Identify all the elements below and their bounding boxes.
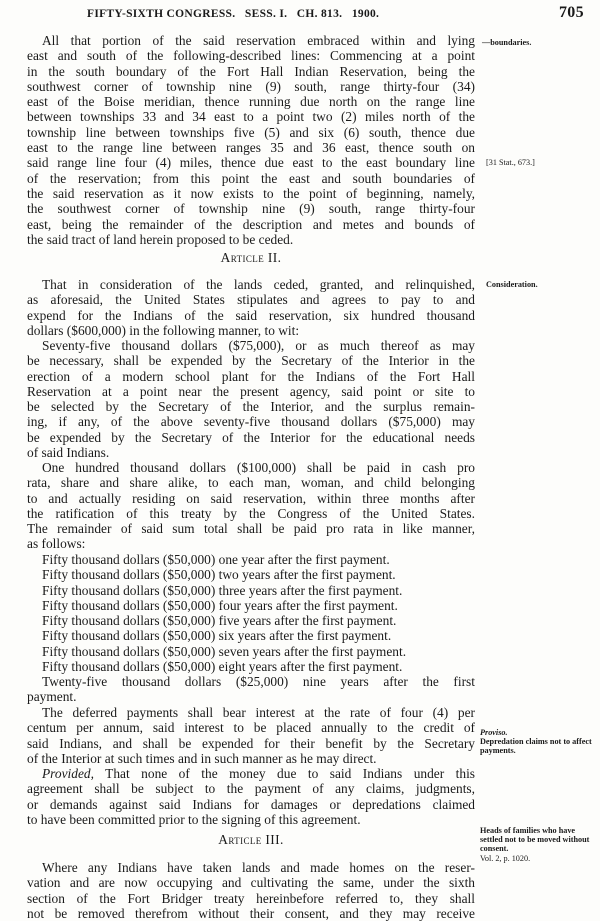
text-line: be selected by the Secretary of the Interior, and the surplus remain- — [27, 399, 475, 415]
text-line: the said reservation as it now exists to the point of beginning, namely, — [27, 185, 475, 201]
text-line: the ratification of this treaty by the Congress of the United States. — [27, 505, 475, 521]
text-line: between townships 33 and 34 east to a point two (2) miles north of the — [27, 109, 475, 125]
text-line: not be removed therefrom without their consent, and they may receive — [27, 905, 475, 921]
margin-note-consideration: Consideration. — [486, 280, 538, 289]
text-line: southwest corner of township nine (9) south, range thirty-four (34) — [27, 78, 475, 94]
schedule-item-final: Twenty-five thousand dollars ($25,000) nine years after the first — [42, 674, 475, 689]
page-number: 705 — [559, 4, 584, 21]
text-line: be expended by the Secretary of the Interior for the educational needs — [27, 429, 475, 445]
text-line: the southwest corner of township nine (9) south, range thirty-four — [27, 201, 475, 217]
schedule-item: Fifty thousand dollars ($50,000) eight years after the first payment. — [42, 659, 403, 675]
text-line: Seventy-five thousand dollars ($75,000), or as much thereof as may — [42, 338, 475, 353]
text-line: in the south boundary of the Fort Hall Indian Reservation, being the — [27, 63, 475, 79]
article-3-title: Article III. — [218, 832, 284, 847]
text-line: said range line four (4) miles, thence due east to the east boundary line — [27, 155, 475, 171]
text-line: of said Indians. — [27, 445, 110, 461]
text-line: or demands against said Indians for damages or depredations claimed — [27, 796, 475, 812]
heads-text: Heads of families who have settled not to be moved without consent. — [480, 826, 590, 854]
text-line: agreement shall be subject to the payment of any claims, judgments, — [27, 781, 475, 797]
text-line — [27, 766, 475, 781]
paragraph-settled-indians — [27, 860, 475, 921]
margin-note-proviso — [480, 728, 598, 756]
text-line: Where any Indians have taken lands and made homes on the reser- — [42, 860, 475, 875]
paragraph-school-plant — [27, 338, 475, 460]
text-line: of the Interior at such times and in such manner as he may direct. — [27, 750, 377, 766]
text-line: The deferred payments shall bear interest at the rate of four (4) per — [42, 705, 475, 720]
text-line: section of the Fort Bridger treaty hereinbefore referred to, they shall — [27, 890, 475, 906]
text-line: vation and are now occupying and cultivating the same, under the sixth — [27, 875, 475, 891]
margin-note-heads-of-families — [480, 826, 598, 863]
text-line: ing, if any, of the above seventy-five thousand dollars ($75,000) may — [27, 414, 475, 430]
margin-note-boundaries: —boundaries. — [482, 38, 532, 47]
text-line: east, being the remainder of the description and metes and bounds of — [27, 216, 475, 232]
article-2-title: Article II. — [220, 250, 282, 265]
text-line: as aforesaid, the United States stipulates and agrees to pay to and — [27, 292, 475, 308]
heads-ref: Vol. 2, p. 1020. — [480, 853, 531, 863]
proviso-text: Depredation claims not to affect payments. — [480, 737, 592, 756]
schedule-item: Fifty thousand dollars ($50,000) three years after the first payment. — [42, 582, 403, 598]
paragraph-interest — [27, 705, 475, 766]
text-line: east and south of the following-described lines: Commencing at a point — [27, 48, 475, 64]
proviso-lead: Provided, — [42, 766, 94, 781]
payment-schedule-final — [27, 674, 475, 705]
text-line: the said tract of land herein proposed to be ceded. — [27, 231, 294, 247]
schedule-item: Fifty thousand dollars ($50,000) five years after the first payment. — [42, 613, 397, 629]
text-line: Reservation at a point near the present agency, said point or site to — [27, 383, 475, 399]
text-line: be necessary, shall be expended by the Secretary of the Interior in the — [27, 353, 475, 369]
schedule-item: Fifty thousand dollars ($50,000) seven years after the first payment. — [42, 643, 407, 659]
text-line: erection of a modern school plant for the Indians of the Fort Hall — [27, 368, 475, 384]
text-line: as follows: — [27, 536, 86, 552]
paragraph-boundaries — [27, 33, 475, 247]
text-line: expend for the Indians of the said reservation, six hundred thousand — [27, 307, 475, 323]
text-line: township line between townships five (5) and six (6) south, thence due — [27, 124, 475, 140]
text-line: east to the range line between ranges 35 and 36 east, thence south on — [27, 140, 475, 156]
paragraph-cash-payment — [27, 460, 475, 552]
running-title: FIFTY-SIXTH CONGRESS. SESS. I. CH. 813. 1900. — [87, 8, 380, 20]
paragraph-consideration — [27, 277, 475, 338]
text-line: said Indians, and shall be expended for their benefit by the Secretary — [27, 735, 475, 751]
text-line: to and actually residing on said reservation, within three months after — [27, 490, 475, 506]
schedule-item: Fifty thousand dollars ($50,000) four years after the first payment. — [42, 597, 398, 613]
text-line: east of the Boise meridian, thence running due north on the range line — [27, 94, 475, 110]
text-line: to have been committed prior to the signing of this agreement. — [27, 811, 361, 827]
margin-note-stat-ref: [31 Stat., 673.] — [486, 158, 535, 167]
paragraph-proviso — [27, 766, 475, 827]
page-header — [0, 4, 600, 24]
text-line: dollars ($600,000) in the following manner, to wit: — [27, 322, 300, 338]
proviso-label: Proviso. — [480, 728, 508, 737]
schedule-item: Fifty thousand dollars ($50,000) two years after the first payment. — [42, 567, 396, 583]
schedule-item-final: payment. — [27, 689, 77, 705]
text-line: All that portion of the said reservation embraced within and lying — [42, 33, 475, 48]
text-line: rata, share and share alike, to each man, woman, and child belonging — [27, 475, 475, 491]
article-2-heading — [27, 250, 475, 266]
text-line: centum per annum, said interest to be placed annually to the credit of — [27, 720, 475, 736]
text-line: That in consideration of the lands ceded, granted, and relinquished, — [42, 277, 475, 292]
proviso-text: That none of the money due to said Indians under this — [93, 766, 475, 781]
text-line: The remainder of said sum total shall be paid pro rata in like manner, — [27, 521, 475, 537]
text-line: of the reservation; from this point the east and south boundaries of — [27, 170, 475, 186]
schedule-item: Fifty thousand dollars ($50,000) one year after the first payment. — [42, 552, 390, 567]
text-line: One hundred thousand dollars ($100,000) shall be paid in cash pro — [42, 460, 475, 475]
schedule-item: Fifty thousand dollars ($50,000) six years after the first payment. — [42, 628, 392, 644]
article-3-heading — [27, 832, 475, 848]
payment-schedule — [27, 552, 475, 674]
